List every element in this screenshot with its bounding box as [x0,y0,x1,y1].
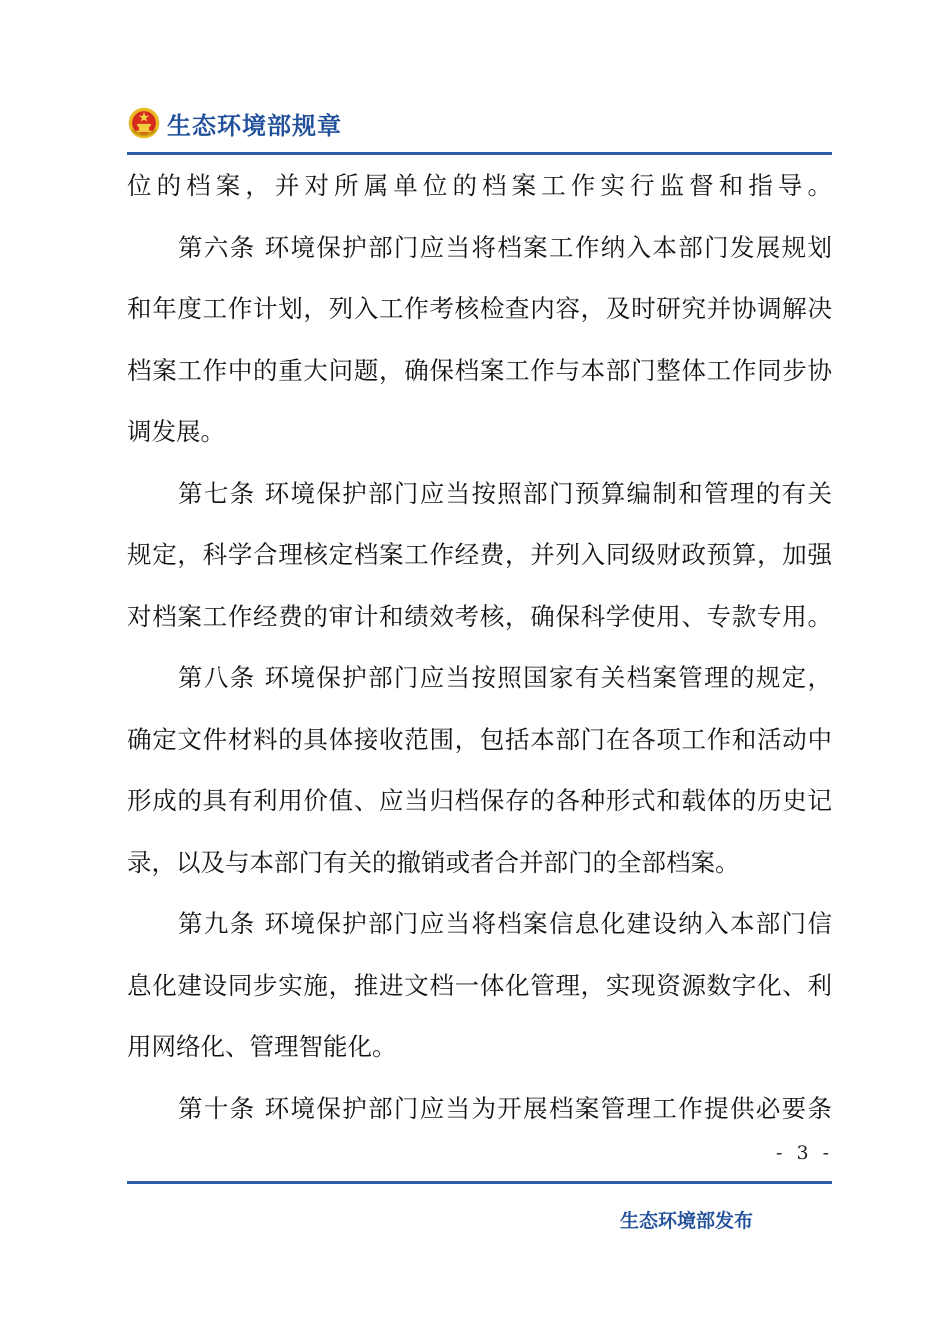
article-7-line: 第七条 环境保护部门应当按照部门预算编制和管理的有关 [178,478,832,508]
body-line: 和年度工作计划，列入工作考核检查内容，及时研究并协调解决 [127,294,832,323]
body-line: 对档案工作经费的审计和绩效考核，确保科学使用、专款专用。 [127,601,832,631]
article-8-line: 第八条 环境保护部门应当按照国家有关档案管理的规定， [178,663,832,692]
footer-publisher: 生态环境部发布 [620,1210,754,1232]
footer-divider [127,1181,832,1184]
body-line: 录，以及与本部门有关的撤销或者合并部门的全部档案。 [127,847,740,877]
article-6-line: 第六条 环境保护部门应当将档案工作纳入本部门发展规划 [178,232,832,262]
body-line: 息化建设同步实施，推进文档一体化管理，实现资源数字化、利 [127,970,832,1000]
header-title: 生态环境部规章 [167,111,342,140]
document-body [127,155,832,1139]
body-line: 形成的具有利用价值、应当归档保存的各种形式和载体的历史记 [127,786,832,815]
page-number: - 3 - [776,1142,834,1164]
body-line: 用网络化、管理智能化。 [127,1032,397,1061]
body-line: 确定文件材料的具体接收范围，包括本部门在各项工作和活动中 [127,724,832,754]
body-line: 规定，科学合理核定档案工作经费，并列入同级财政预算，加强 [127,540,832,569]
body-line: 位的档案，并对所属单位的档案工作实行监督和指导。 [127,171,832,200]
article-9-line: 第九条 环境保护部门应当将档案信息化建设纳入本部门信 [178,909,832,938]
article-10-line: 第十条 环境保护部门应当为开展档案管理工作提供必要条 [178,1093,832,1123]
document-header [127,98,342,148]
body-line: 档案工作中的重大问题，确保档案工作与本部门整体工作同步协 [127,355,832,385]
national-emblem-icon [127,106,161,140]
body-line: 调发展。 [127,417,225,446]
